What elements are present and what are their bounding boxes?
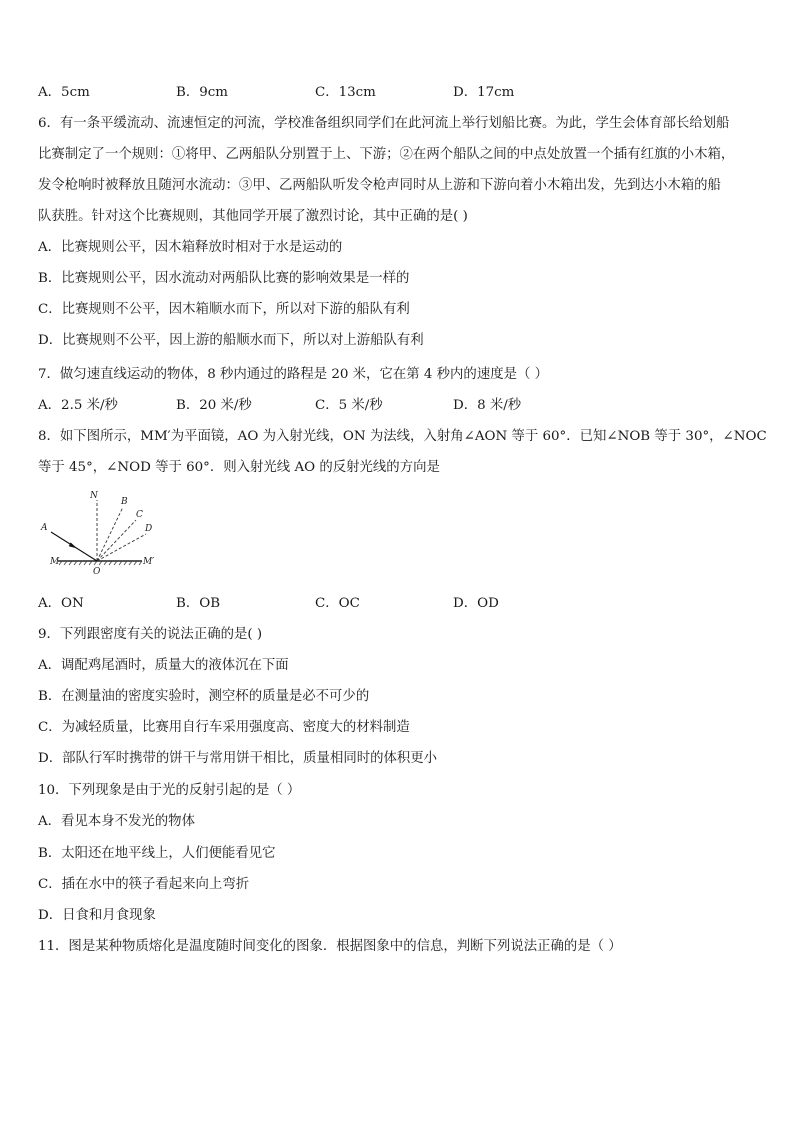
q6-stem-line-1: 6．有一条平缓流动、流速恒定的河流，学校准备组织同学们在此河流上举行划船比赛。为此，学生会体育部长给划船 xyxy=(38,116,730,131)
q6-option-d[interactable]: D．比赛规则不公平，因上游的船顺水而下，所以对上游船队有利 xyxy=(38,333,424,348)
q8-stem-line-1: 8．如下图所示，MM′为平面镜，AO 为入射光线，ON 为法线，入射角∠AON 等于 60°．已知∠NOB 等于 30°，∠NOC xyxy=(38,429,767,444)
label-d: D xyxy=(145,524,153,534)
q8-option-b[interactable]: B．OB xyxy=(176,596,221,611)
label-m: M xyxy=(50,557,60,567)
q8-option-d[interactable]: D．OD xyxy=(453,596,499,611)
q10-option-b[interactable]: B．太阳还在地平线上，人们便能看见它 xyxy=(38,846,276,861)
q5-option-d[interactable]: D．17cm xyxy=(453,85,515,100)
q6-stem-line-4: 队获胜。针对这个比赛规则，其他同学开展了激烈讨论，其中正确的是( ) xyxy=(38,209,468,224)
q7-stem: 7．做匀速直线运动的物体，8 秒内通过的路程是 20 米，它在第 4 秒内的速度是（ ） xyxy=(38,367,549,382)
label-m-prime: M′ xyxy=(143,557,155,567)
q9-option-a[interactable]: A．调配鸡尾酒时，质量大的液体沉在下面 xyxy=(38,658,289,673)
q10-option-c[interactable]: C．插在水中的筷子看起来向上弯折 xyxy=(38,877,250,892)
q5-option-b[interactable]: B．9cm xyxy=(176,85,228,100)
ray-oc xyxy=(97,520,136,561)
q10-stem: 10．下列现象是由于光的反射引起的是（ ） xyxy=(38,783,301,798)
q6-option-b[interactable]: B．比赛规则公平，因水流动对两船队比赛的影响效果是一样的 xyxy=(38,271,410,286)
q10-option-d[interactable]: D．日食和月食现象 xyxy=(38,908,156,923)
arrow-icon xyxy=(69,542,77,548)
mirror-reflection-figure xyxy=(38,486,160,582)
q11-stem: 11．图是某种物质熔化是温度随时间变化的图象．根据图象中的信息，判断下列说法正确的是（ ） xyxy=(38,939,622,954)
label-c: C xyxy=(136,510,143,520)
q8-option-a[interactable]: A．ON xyxy=(38,596,84,611)
q5-option-c[interactable]: C．13cm xyxy=(315,85,376,100)
q7-option-c[interactable]: C．5 米/秒 xyxy=(315,398,383,413)
label-a: A xyxy=(41,523,48,533)
q8-option-c[interactable]: C．OC xyxy=(315,596,360,611)
q7-option-b[interactable]: B．20 米/秒 xyxy=(176,398,252,413)
label-b: B xyxy=(121,497,128,507)
ray-od xyxy=(97,534,146,561)
q9-option-d[interactable]: D．部队行军时携带的饼干与常用饼干相比，质量相同时的体积更小 xyxy=(38,751,438,766)
q9-option-c[interactable]: C．为减轻质量，比赛用自行车采用强度高、密度大的材料制造 xyxy=(38,720,410,735)
q6-stem-line-3: 发令枪响时被释放且随河水流动：③甲、乙两船队听发令枪声同时从上游和下游向着小木箱出发，先到达小木箱的船 xyxy=(38,178,721,193)
q5-option-a[interactable]: A．5cm xyxy=(38,85,90,100)
label-o: O xyxy=(93,567,101,577)
label-n: N xyxy=(90,491,98,501)
q9-stem: 9．下列跟密度有关的说法正确的是( ) xyxy=(38,627,263,642)
q7-option-a[interactable]: A．2.5 米/秒 xyxy=(38,398,118,413)
q10-option-a[interactable]: A．看见本身不发光的物体 xyxy=(38,814,195,829)
q6-option-a[interactable]: A．比赛规则公平，因木箱释放时相对于水是运动的 xyxy=(38,240,343,255)
q8-stem-line-2: 等于 45°，∠NOD 等于 60°．则入射光线 AO 的反射光线的方向是 xyxy=(38,460,440,475)
ray-ob xyxy=(97,507,123,561)
q7-option-d[interactable]: D．8 米/秒 xyxy=(453,398,522,413)
q6-option-c[interactable]: C．比赛规则不公平，因木箱顺水而下，所以对下游的船队有利 xyxy=(38,302,410,317)
q6-stem-line-2: 比赛制定了一个规则：①将甲、乙两船队分别置于上、下游；②在两个船队之间的中点处放置一个插有红旗的小木箱， xyxy=(38,147,735,162)
q9-option-b[interactable]: B．在测量油的密度实验时，测空杯的质量是必不可少的 xyxy=(38,689,370,704)
